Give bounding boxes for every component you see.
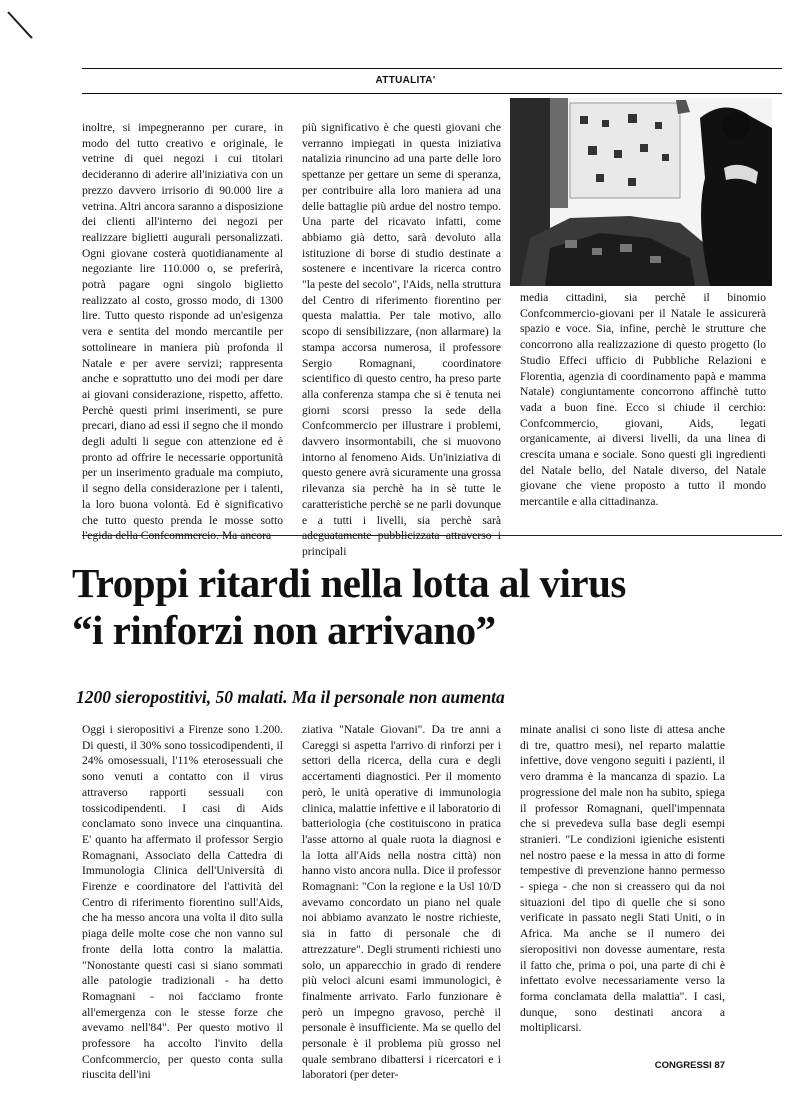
article1-column-3 xyxy=(520,290,766,510)
pen-mark-icon xyxy=(6,10,36,40)
page-footer xyxy=(630,1060,725,1071)
section-label: ATTUALITA' xyxy=(375,75,436,86)
article2-column-1 xyxy=(82,722,283,1083)
footer-page-number: 87 xyxy=(714,1060,725,1071)
article1-column-3-text: media cittadini, sia perchè il binomio Confcommercio-giovani per il Natale le assicurerà spazio e voce. Sia, infine, perchè le strutture che concorrono alla realizzazione di questo progetto (lo Studio Effeci ufficio di Pubbliche Relazioni e Florentia, agenzia di coordinamento papà e mamma Natale) congiuntamente concorrono affinchè tutto vada a buon fine. Ecco si chiude il cerchio: Confcommercio, giovani, Aids, legati organicamente, ai diversi livelli, da una linea di crescita umana e sociale. Sono questi gli ingredienti del Natale bello, del Natale diverso, del Natale giovane che viene proposto a tutto il mondo mercantile e alla cittadinanza. xyxy=(520,291,766,509)
article1-column-1-text: inoltre, si impegneranno per curare, in modo del tutto creativo e originale, le vetrine di quei negozi i cui titolari decideranno di aderire all'iniziativa con un prezzo davvero irrisorio di 90.000 lire a vetrina. Altri ancora saranno a disposizione dei clienti all'interno dei negozi per realizzare biglietti augurali personalizzati. Ogni giovane costerà quotidianamente al negoziante lire 110.000 o, se preferirà, potrà pagare ogni singolo biglietto realizzato al costo, grosso modo, di 1300 lire. Tutto questo risponde ad un'esigenza vera e sentita del mondo mercantile per sottolineare in maniera più profonda il Natale e per avere servizi; rappresenta anche e soprattutto uno dei modi per dare ai giovani considerazione, rispetto, affetto. Perchè questi primi inserimenti, se pure precari, diano ad essi il segno che il mondo degli adulti li segue con attenzione ed è pronto ad offrire le necessarie opportunità per un inserimento graduale ma compiuto, il segno della considerazione per i talenti, la loro buona volontà. Ed è significativo che tutto questo prenda le mosse sotto xyxy=(82,121,283,527)
article2-column-2 xyxy=(302,722,501,1083)
headline xyxy=(72,560,792,654)
article1-column-1 xyxy=(82,120,283,544)
article-photo xyxy=(510,98,772,286)
article2-column-2-text: ziativa "Natale Giovani". Da tre anni a Careggi si aspetta l'arrivo di rinforzi per i settori della ricerca, della cura e degli accertamenti diagnostici. Per il momento però, le unità operative di immunologia clinica, malattie infettive e il laboratorio di batteriologia (che costituiscono in pratica l'asse attorno al quale ruota la diagnosi e la lotta all'Aids nella nostra città) non hanno visto ancora nulla. Dice il professor Romagnani: "Con la regione e la Usl 10/D avevamo concordato un piano nel quale noi abbiamo avanzato le nostre richieste, sia in fatto di personale che di attrezzature". Degli strumenti richiesti uno solo, un apparecchio in grado di rendere più veloci alcuni esami immunologici, è finalmente arrivato. Farlo funzionare è però un impegno gravoso, perchè il personale è insufficiente. Ma se quello del personale è il problema più grosso nel quale sembrano dibattersi i ricercatori e i laboratori (per deter- xyxy=(302,723,501,1082)
header-rule-top xyxy=(82,68,782,69)
article2-column-3 xyxy=(520,722,725,1036)
headline-line-2: “i rinforzi non arrivano” xyxy=(72,607,496,653)
article2-column-3-text: minate analisi ci sono liste di attesa anche di tre, quattro mesi), nel reparto malattie infettive, dove vengono seguiti i pazienti, il vero dramma è la mancanza di spazio. La progressione del male non ha subito, spiega il professor Romagnani, quell'impennata che si prevedeva sulla base degli esempi stranieri. "Le condizioni igieniche esistenti nel nostro paese e la messa in atto di forme tempestive di prevenzione hanno permesso - spiega - che non si creassero qui da noi situazioni del tipo di quelle che si sono verificate in passato negli Stati Uniti, o in Africa. Ma anche se il numero dei sieropositivi non dovesse aumentare, resta il fatto che, prima o poi, una parte di chi è infettato evolve necessariamente verso la forma conclamata della malattia". I casi, dunque, sono destinati ancora a moltiplicarsi. xyxy=(520,723,725,1035)
headline-line-1: Troppi ritardi nella lotta al virus xyxy=(72,560,626,606)
article1-column-2-text: più significativo è che questi giovani che verranno impiegati in questa iniziativa natalizia rinuncino ad una parte delle loro spettanze per gettare un seme di speranza, per contribuire alla loro maniera ad una delle battaglie più ardue del nostro tempo. Una parte del ricavato infatti, come abbiamo già detto, sarà devoluto alla istituzione di borse di studio destinate a sostenere e incentivare la ricerca contro "la peste del secolo", l'Aids, nella struttura del Centro di riferimento fiorentino per questa malattia. Per tale motivo, allo scopo di sensibilizzare, (non allarmare) la stampa accorsa numerosa, il professore Sergio Romagnani, coordinatore scientifico di questo centro, ha preso parte alla conferenza stampa che si è tenuta nei giorni scorsi presso la sede della Confcommercio per illustrare i problemi, davvero insormontabili, che si muovono intorno al fenomeno Aids. Un'iniziativa di questo genere avrà sicuramente una grossa rilevanza sia perchè ha in sè tutte le caratteristiche perchè se ne parli dovunque e a tutti i livelli, sia perchè sarà principali xyxy=(302,121,501,558)
article1-column-2 xyxy=(302,120,501,560)
header-rule-bottom xyxy=(82,93,782,94)
article-divider xyxy=(82,535,782,536)
footer-publication: CONGRESSI xyxy=(654,1060,712,1071)
subheadline: 1200 sieropostitivi, 50 malati. Ma il personale non aumenta xyxy=(76,687,505,707)
article2-column-1-text: Oggi i sieropositivi a Firenze sono 1.200. Di questi, il 30% sono tossicodipendenti, il 24% omosessuali, l'11% eterosessuali che sono venuti a contatto con il virus attraverso rapporti sessuali con tossicodipendenti. I casi di Aids conclamato sono invece una cinquantina. E' quanto ha affermato il professor Sergio Romagnani, Associato della Cattedra di Immunologia Clinica dell'Università di Firenze e coordinatore del l'attività del Centro di riferimento fiorentino sull'Aids, che ha messo ancora una volta il dito sulla piaga delle molte cose che non vanno sul fronte della lotta contro la malattia. "Nonostante questi casi si siano sommati alle patologie tradizionali - ha detto Romagnani - noi facciamo fronte all'emergenza con le stesse forze che avevamo nell'84". Per questo motivo il professore ha accolto l'invito della Confcommercio, per questo conta sulla riuscita dell'ini xyxy=(82,723,283,1082)
